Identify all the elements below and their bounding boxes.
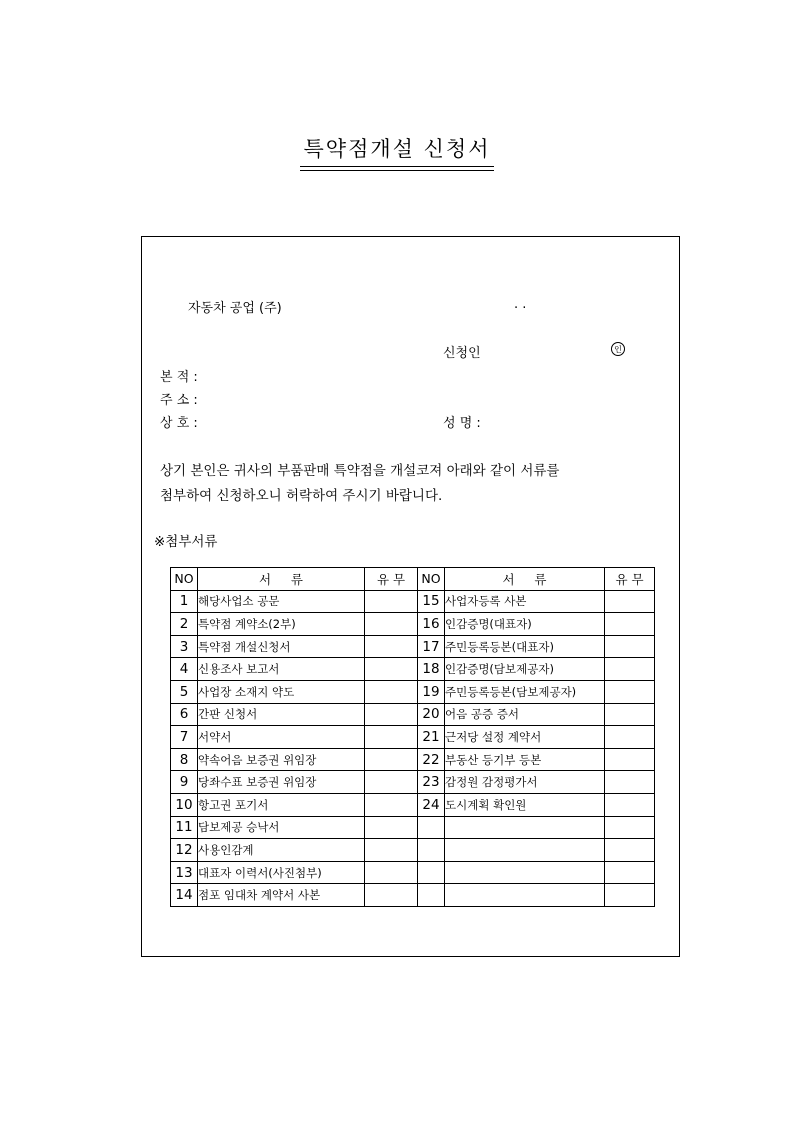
- table-row: [171, 861, 655, 884]
- presence-cell-right: [605, 839, 655, 862]
- document-name-right: 인감증명(대표자): [445, 613, 605, 636]
- row-number-right: 24: [418, 793, 445, 816]
- table-row: [171, 884, 655, 907]
- recipient: 자동차 공업 (주): [188, 301, 282, 316]
- document-name-right: [445, 861, 605, 884]
- document-name-right: 어음 공증 증서: [445, 703, 605, 726]
- paragraph-line-2: 첨부하여 신청하오니 허락하여 주시기 바랍니다.: [160, 488, 443, 504]
- presence-cell-left: [365, 884, 418, 907]
- document-name-right: [445, 884, 605, 907]
- request-paragraph: [160, 459, 559, 509]
- table-body: [171, 590, 655, 906]
- presence-cell-right: [605, 884, 655, 907]
- row-number-left: 13: [171, 861, 198, 884]
- table-row: [171, 748, 655, 771]
- row-number-left: 12: [171, 839, 198, 862]
- domicile-label: 본 적 :: [160, 370, 198, 385]
- document-name-right: 부동산 등기부 등본: [445, 748, 605, 771]
- presence-cell-right: [605, 590, 655, 613]
- presence-cell-left: [365, 839, 418, 862]
- presence-cell-right: [605, 748, 655, 771]
- table-row: [171, 658, 655, 681]
- document-name-left: 약속어음 보증권 위임장: [198, 748, 365, 771]
- presence-cell-left: [365, 861, 418, 884]
- row-number-left: 5: [171, 680, 198, 703]
- company-label: 상 호 :: [160, 416, 198, 431]
- document-name-left: 사용인감계: [198, 839, 365, 862]
- address-label: 주 소 :: [160, 393, 198, 408]
- document-name-right: 감정원 감정평가서: [445, 771, 605, 794]
- document-name-left: 담보제공 승낙서: [198, 816, 365, 839]
- document-name-right: 사업자등록 사본: [445, 590, 605, 613]
- seal-mark: 인: [611, 342, 625, 356]
- table-row: [171, 635, 655, 658]
- document-name-left: 특약점 개설신청서: [198, 635, 365, 658]
- row-number-right: 17: [418, 635, 445, 658]
- presence-cell-right: [605, 726, 655, 749]
- row-number-left: 4: [171, 658, 198, 681]
- document-name-right: 근저당 설정 계약서: [445, 726, 605, 749]
- row-number-left: 11: [171, 816, 198, 839]
- presence-cell-left: [365, 771, 418, 794]
- header-has-left: 유 무: [365, 568, 418, 591]
- presence-cell-left: [365, 680, 418, 703]
- presence-cell-right: [605, 658, 655, 681]
- applicant-label: 신청인: [443, 346, 481, 361]
- header-doc-left: 서 류: [198, 568, 365, 591]
- presence-cell-left: [365, 726, 418, 749]
- row-number-left: 14: [171, 884, 198, 907]
- row-number-right: [418, 839, 445, 862]
- presence-cell-left: [365, 635, 418, 658]
- row-number-left: 9: [171, 771, 198, 794]
- row-number-left: 2: [171, 613, 198, 636]
- header-has-right: 유 무: [605, 568, 655, 591]
- document-name-left: 간판 신청서: [198, 703, 365, 726]
- document-name-right: [445, 816, 605, 839]
- attachments-table: [170, 567, 655, 907]
- row-number-right: [418, 884, 445, 907]
- row-number-right: 18: [418, 658, 445, 681]
- header-doc-right: 서 류: [445, 568, 605, 591]
- presence-cell-right: [605, 613, 655, 636]
- attachments-heading: ※첨부서류: [154, 534, 218, 550]
- date-marks: . .: [514, 297, 527, 312]
- presence-cell-right: [605, 793, 655, 816]
- presence-cell-left: [365, 793, 418, 816]
- row-number-right: 22: [418, 748, 445, 771]
- document-name-left: 점포 임대차 계약서 사본: [198, 884, 365, 907]
- presence-cell-left: [365, 703, 418, 726]
- document-name-left: 사업장 소재지 약도: [198, 680, 365, 703]
- document-name-right: 인감증명(담보제공자): [445, 658, 605, 681]
- presence-cell-left: [365, 748, 418, 771]
- row-number-left: 6: [171, 703, 198, 726]
- presence-cell-right: [605, 861, 655, 884]
- header-no-right: NO: [418, 568, 445, 591]
- row-number-left: 10: [171, 793, 198, 816]
- table-row: [171, 703, 655, 726]
- paragraph-line-1: 상기 본인은 귀사의 부품판매 특약점을 개설코져 아래와 같이 서류를: [160, 463, 560, 479]
- row-number-left: 3: [171, 635, 198, 658]
- table-row: [171, 839, 655, 862]
- presence-cell-left: [365, 590, 418, 613]
- row-number-right: 23: [418, 771, 445, 794]
- presence-cell-left: [365, 658, 418, 681]
- header-no-left: NO: [171, 568, 198, 591]
- document-name-left: 특약점 계약소(2부): [198, 613, 365, 636]
- presence-cell-right: [605, 816, 655, 839]
- document-name-left: 항고권 포기서: [198, 793, 365, 816]
- row-number-right: [418, 861, 445, 884]
- table-row: [171, 793, 655, 816]
- document-name-left: 대표자 이력서(사진첨부): [198, 861, 365, 884]
- name-label: 성 명 :: [443, 416, 481, 431]
- table-header-row: [171, 568, 655, 591]
- table-row: [171, 590, 655, 613]
- presence-cell-left: [365, 816, 418, 839]
- document-name-left: 해당사업소 공문: [198, 590, 365, 613]
- row-number-right: 20: [418, 703, 445, 726]
- document-name-right: 주민등록등본(대표자): [445, 635, 605, 658]
- row-number-right: 21: [418, 726, 445, 749]
- table-row: [171, 816, 655, 839]
- table-row: [171, 726, 655, 749]
- document-name-right: 도시계획 확인원: [445, 793, 605, 816]
- presence-cell-right: [605, 680, 655, 703]
- document-title-wrap: [0, 133, 794, 167]
- row-number-left: 1: [171, 590, 198, 613]
- presence-cell-right: [605, 635, 655, 658]
- document-name-right: [445, 839, 605, 862]
- row-number-right: 19: [418, 680, 445, 703]
- document-name-left: 신용조사 보고서: [198, 658, 365, 681]
- document-name-left: 서약서: [198, 726, 365, 749]
- row-number-right: 16: [418, 613, 445, 636]
- document-name-left: 당좌수표 보증권 위임장: [198, 771, 365, 794]
- presence-cell-left: [365, 613, 418, 636]
- table-row: [171, 771, 655, 794]
- row-number-right: 15: [418, 590, 445, 613]
- presence-cell-right: [605, 703, 655, 726]
- document-title: 특약점개설 신청서: [300, 133, 495, 167]
- table-row: [171, 680, 655, 703]
- row-number-left: 8: [171, 748, 198, 771]
- document-name-right: 주민등록등본(담보제공자): [445, 680, 605, 703]
- row-number-left: 7: [171, 726, 198, 749]
- table-row: [171, 613, 655, 636]
- presence-cell-right: [605, 771, 655, 794]
- row-number-right: [418, 816, 445, 839]
